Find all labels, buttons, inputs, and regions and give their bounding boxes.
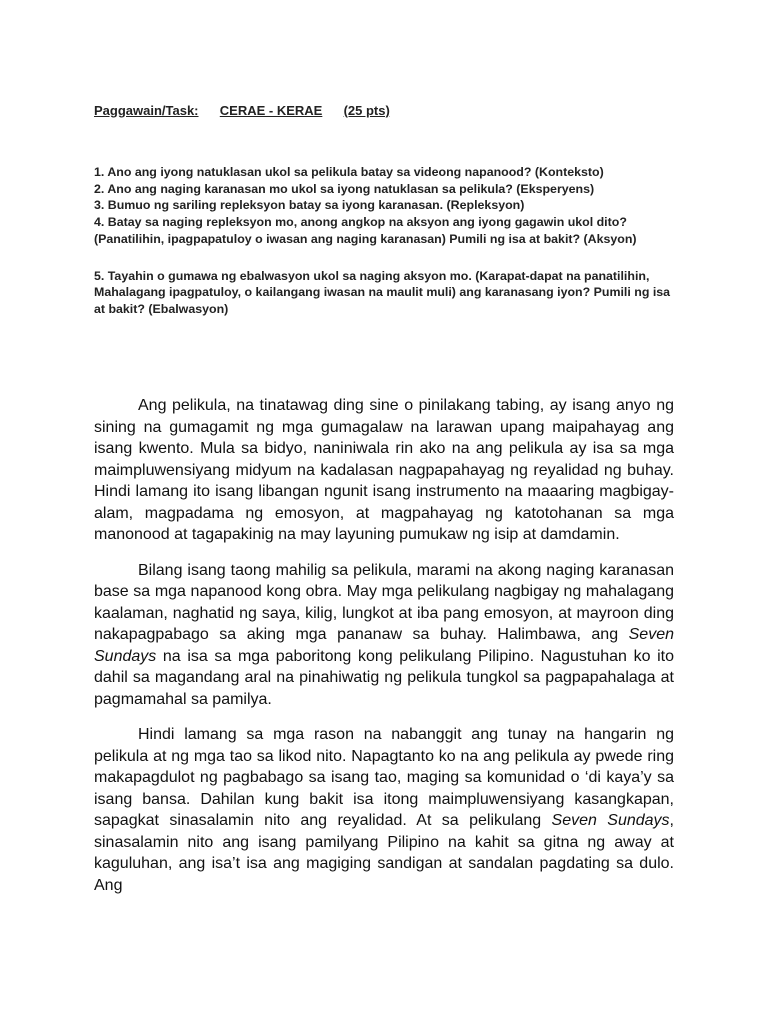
question-item: 2. Ano ang naging karanasan mo ukol sa iyong natuklasan sa pelikula? (Eksperyens) <box>94 181 595 196</box>
essay-paragraph-3: Hindi lamang sa mga rason na nabanggit ang tunay na hangarin ng pelikula at ng mga tao sa likod nito. Napagtanto ko na ang pelikula ay pwede ring makapagdulot ng pagbabago sa isang tao, maging sa komunidad o ‘di kaya’y sa isang bansa. Dahilan kung bakit isa itong maimpluwensiyang kasangkapan, sapagkat sinasalamin nito ang reyalidad. At sa pelikulang Seven Sundays, sinasalamin nito ang isang pamilyang Pilipino na kahit sa gitna ng away at kaguluhan, ang isa’t isa ang magiging sandigan at sandalan pagdating sa dulo. Ang <box>94 726 674 894</box>
film-title: Seven Sundays <box>94 626 674 665</box>
essay-paragraph-1: Ang pelikula, na tinatawag ding sine o pinilakang tabing, ay isang anyo ng sining na gumagamit ng mga gumagalaw na larawan upang maipahayag ang isang kwento. Mula sa bidyo, naniniwala rin ako na ang pelikula ay isa sa mga maimpluwensiyang midyum na kadalasan nagpapahayag ng reyalidad ng buhay. Hindi lamang ito isang libangan ngunit isang instrumento na maaaring magbigay-alam, magpadama ng emosyon, at magpahayag ng katotohanan sa mga manonood at tagapakinig na may layuning pumukaw ng isip at damdamin. <box>94 397 674 543</box>
question-item: 3. Bumuo ng sariling repleksyon batay sa iyong karanasan. (Repleksyon) <box>94 198 525 213</box>
film-title: Seven Sundays <box>551 812 670 829</box>
task-label: Paggawain/Task: <box>94 103 199 118</box>
question-item: 5. Tayahin o gumawa ng ebalwasyon ukol sa naging aksyon mo. (Karapat-dapat na panatilihin, Mahalagang ipagpatuloy, o kailangang iwasan na maulit muli) ang karanasang iyon? Pumili ng isa at bakit? (Ebalwasyon) <box>94 268 671 316</box>
question-list <box>94 164 684 318</box>
task-header <box>94 103 390 118</box>
essay-body <box>94 395 674 910</box>
task-points: (25 pts) <box>343 103 390 118</box>
question-item: 1. Ano ang iyong natuklasan ukol sa pelikula batay sa videong napanood? (Konteksto) <box>94 165 604 179</box>
task-title: CERAE - KERAE <box>219 103 323 118</box>
question-item: 4. Batay sa naging repleksyon mo, anong angkop na aksyon ang iyong gagawin ukol dito? (Panatilihin, ipagpapatuloy o iwasan ang naging karanasan) Pumili ng isa at bakit? (Aksyon) <box>94 215 637 246</box>
essay-paragraph-2: Bilang isang taong mahilig sa pelikula, marami na akong naging karanasan base sa mga napanood kong obra. May mga pelikulang nagbigay ng mahalagang kaalaman, naghatid ng saya, kilig, lungkot at iba pang emosyon, at mayroon ding nakapagpabago sa aking mga pananaw sa buhay. Halimbawa, ang Seven Sundays na isa sa mga paboritong kong pelikulang Pilipino. Nagustuhan ko ito dahil sa magandang aral na pinahiwatig ng pelikula tungkol sa pagpapahalaga at pagmamahal sa pamilya. <box>94 561 674 708</box>
